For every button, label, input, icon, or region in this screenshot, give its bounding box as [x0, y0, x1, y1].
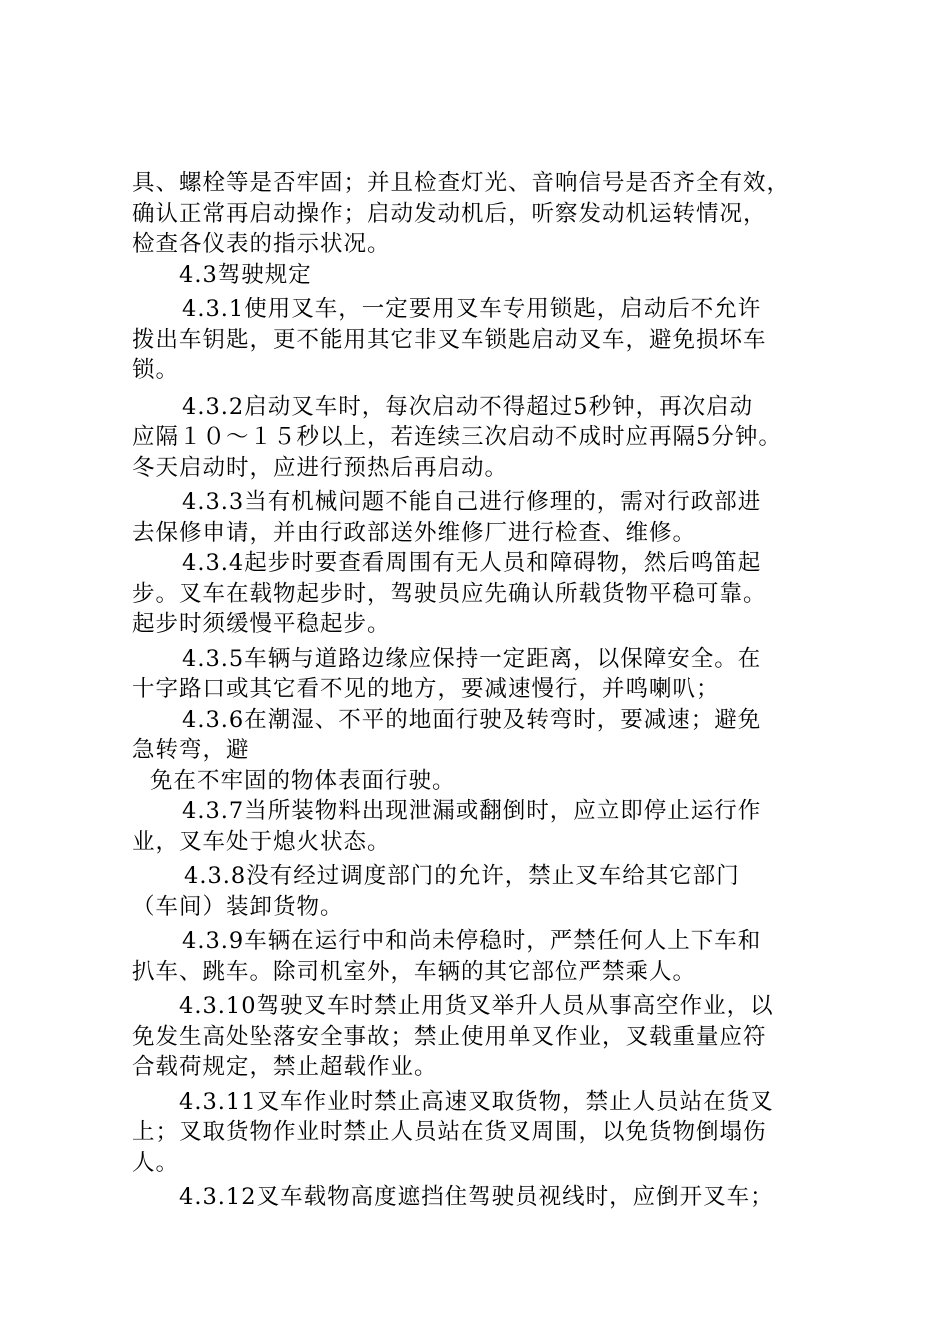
- text-line: 锁。: [132, 357, 180, 383]
- paragraph-4-3-3: [132, 487, 832, 548]
- text-line: 冬天启动时，应进行预热后再启动。: [132, 454, 509, 481]
- text-line: 检查各仪表的指示状况。: [132, 231, 391, 257]
- text-line: 应隔１０～１５秒以上，若连续三次启动不成时应再隔5分钟。: [132, 424, 782, 450]
- paragraph-4-3-4: [132, 548, 832, 640]
- text-line: 扒车、跳车。除司机室外，车辆的其它部位严禁乘人。: [132, 958, 697, 985]
- text-line: 合载荷规定，禁止超载作业。: [132, 1054, 438, 1080]
- document-body: [132, 168, 832, 1213]
- text-line: 4.3.12叉车载物高度遮挡住驾驶员视线时，应倒开叉车；: [179, 1184, 774, 1210]
- paragraph-4-3-11: [132, 1087, 832, 1179]
- text-line: 免在不牢固的物体表面行驶。: [150, 767, 456, 794]
- paragraph-inspection-continued: [132, 168, 832, 260]
- paragraph-4-3-6-continued: [132, 766, 832, 797]
- paragraph-4-3-7: [132, 796, 832, 857]
- paragraph-4-3-10: [132, 991, 832, 1083]
- text-line: 4.3.1使用叉车，一定要用叉车专用锁匙，启动后不允许: [182, 296, 762, 322]
- text-line: 拨出车钥匙，更不能用其它非叉车锁匙启动叉车，避免损坏车: [132, 326, 767, 353]
- text-line: 确认正常再启动操作；启动发动机后，听察发动机运转情况，: [132, 200, 767, 227]
- text-line: （车间）装卸货物。: [132, 893, 344, 920]
- text-line: 4.3.7当所装物料出现泄漏或翻倒时，应立即停止运行作: [182, 798, 762, 824]
- text-line: 4.3.2启动叉车时，每次启动不得超过5秒钟，再次启动: [182, 393, 754, 420]
- paragraph-4-3-8: [132, 861, 832, 922]
- text-line: 业，叉车处于熄火状态。: [132, 828, 391, 855]
- paragraph-4-3-6: [132, 705, 832, 766]
- text-line: 步。叉车在载物起步时，驾驶员应先确认所载货物平稳可靠。: [132, 580, 767, 607]
- text-line: 具、螺栓等是否牢固；并且检查灯光、音响信号是否齐全有效，: [132, 170, 791, 196]
- paragraph-4-3-2: [132, 392, 832, 484]
- section-heading-text: 4.3驾驶规定: [179, 261, 312, 288]
- paragraph-4-3-1: [132, 294, 832, 386]
- text-line: 去保修申请，并由行政部送外维修厂进行检查、维修。: [132, 519, 697, 546]
- text-line: 4.3.9车辆在运行中和尚未停稳时，严禁任何人上下车和: [182, 928, 762, 954]
- text-line: 十字路口或其它看不见的地方，要减速慢行，并鸣喇叭；: [132, 676, 720, 702]
- paragraph-4-3-9: [132, 926, 832, 987]
- text-line: 4.3.4起步时要查看周围有无人员和障碍物，然后鸣笛起: [182, 550, 762, 576]
- paragraph-4-3-12: [132, 1182, 832, 1213]
- text-line: 人。: [132, 1149, 180, 1176]
- text-line: 4.3.5车辆与道路边缘应保持一定距离，以保障安全。在: [182, 645, 762, 672]
- text-line: 4.3.3当有机械问题不能自己进行修理的，需对行政部进: [182, 489, 762, 515]
- paragraph-4-3-5: [132, 644, 832, 705]
- text-line: 急转弯，避: [132, 737, 250, 763]
- text-line: 免发生高处坠落安全事故；禁止使用单叉作业，叉载重量应符: [132, 1023, 767, 1050]
- text-line: 4.3.10驾驶叉车时禁止用货叉举升人员从事高空作业，以: [179, 993, 774, 1019]
- text-line: 4.3.6在潮湿、不平的地面行驶及转弯时，要减速；避免: [182, 706, 762, 733]
- text-line: 上；叉取货物作业时禁止人员站在货叉周围，以免货物倒塌伤: [132, 1119, 767, 1145]
- text-line: 4.3.8没有经过调度部门的允许，禁止叉车给其它部门: [184, 863, 740, 889]
- section-heading-4-3: [132, 260, 832, 291]
- text-line: 4.3.11叉车作业时禁止高速叉取货物，禁止人员站在货叉: [179, 1088, 774, 1115]
- text-line: 起步时须缓慢平稳起步。: [132, 611, 391, 637]
